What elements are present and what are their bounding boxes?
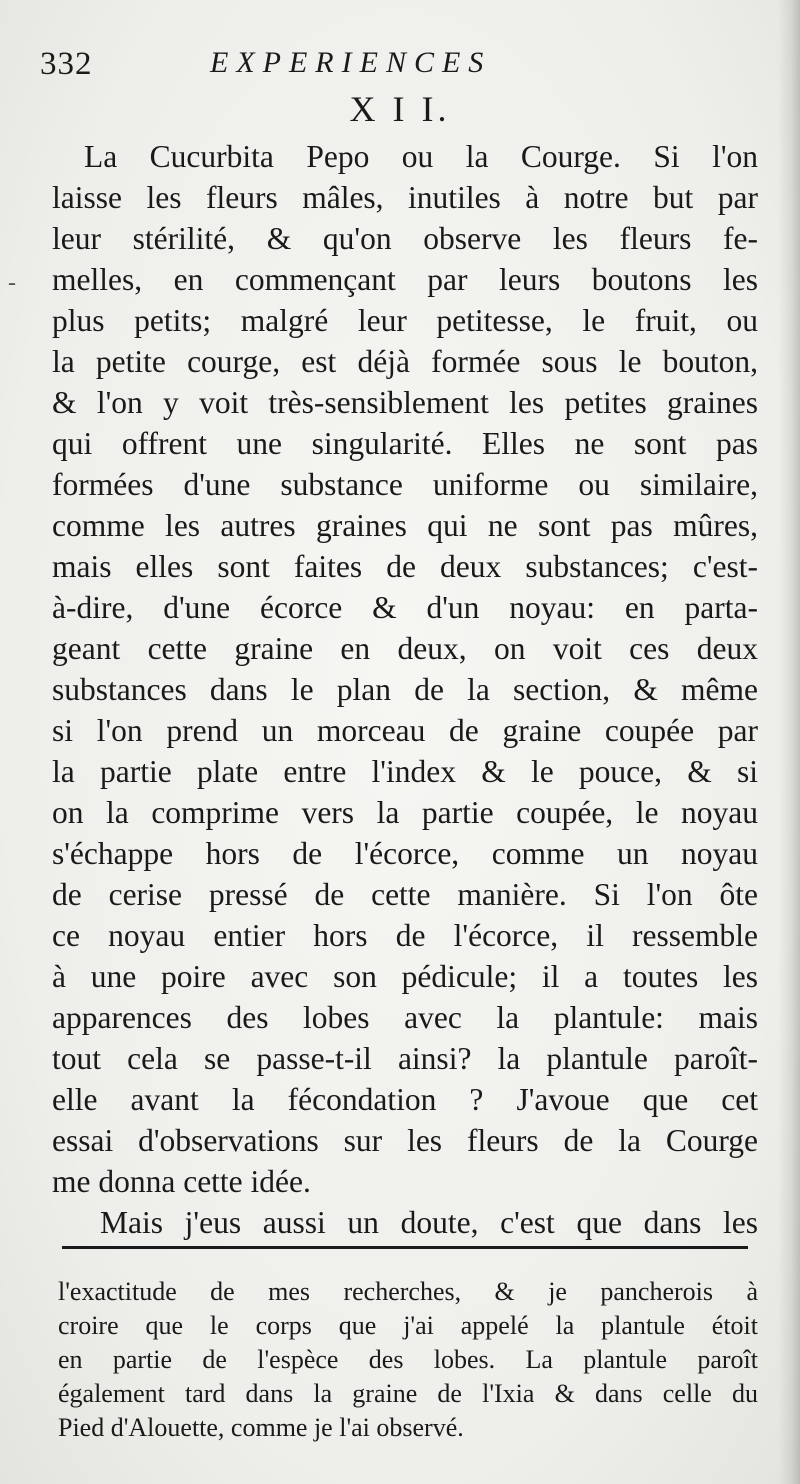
body-line: plus petits; malgré leur petitesse, le fruit, ou bbox=[52, 303, 758, 338]
page-edge-shadow bbox=[778, 0, 800, 1484]
body-line: apparences des lobes avec la plantule: mais bbox=[52, 1000, 758, 1035]
body-line: Mais j'eus aussi un doute, c'est que dans les bbox=[100, 1205, 758, 1240]
body-line: on la comprime vers la partie coupée, le noyau bbox=[52, 795, 758, 830]
body-line: tout cela se passe-t-il ainsi? la plantule paroît- bbox=[52, 1041, 758, 1076]
body-line: leur stérilité, & qu'on observe les fleurs fe- bbox=[52, 221, 758, 256]
body-line: ce noyau entier hors de l'écorce, il ressemble bbox=[52, 918, 758, 953]
body-line: s'échappe hors de l'écorce, comme un noyau bbox=[52, 836, 758, 871]
running-head-title: EXPERIENCES bbox=[210, 46, 492, 79]
body-line: comme les autres graines qui ne sont pas mûres, bbox=[52, 508, 758, 543]
footnote-line: Pied d'Alouette, comme je l'ai observé. bbox=[58, 1413, 464, 1442]
body-line: melles, en commençant par leurs boutons les bbox=[52, 262, 758, 297]
body-line: La Cucurbita Pepo ou la Courge. Si l'on bbox=[84, 139, 758, 174]
footnote-line: également tard dans la graine de l'Ixia & dans celle du bbox=[58, 1379, 758, 1408]
body-line: laisse les fleurs mâles, inutiles à notre but par bbox=[52, 180, 758, 215]
body-line: à-dire, d'une écorce & d'un noyau: en parta- bbox=[52, 590, 758, 625]
body-line: la petite courge, est déjà formée sous le bouton, bbox=[52, 344, 758, 379]
body-line: si l'on prend un morceau de graine coupée par bbox=[52, 713, 758, 748]
section-number: X I I. bbox=[349, 89, 451, 129]
footnote bbox=[58, 1275, 758, 1445]
body-line: mais elles sont faites de deux substances; c'est- bbox=[52, 549, 758, 584]
body-line: substances dans le plan de la section, & même bbox=[52, 672, 758, 707]
body-line: & l'on y voit très-sensiblement les petites graines bbox=[52, 385, 758, 420]
footnote-line: croire que le corps que j'ai appelé la plantule étoit bbox=[58, 1311, 758, 1340]
body-line: formées d'une substance uniforme ou similaire, bbox=[52, 467, 758, 502]
footnote-line: en partie de l'espèce des lobes. La plantule paroît bbox=[58, 1345, 758, 1374]
body-line: à une poire avec son pédicule; il a toutes les bbox=[52, 959, 758, 994]
margin-mark: ‐ bbox=[8, 270, 16, 296]
page-number: 332 bbox=[40, 46, 93, 82]
running-head bbox=[40, 40, 760, 88]
footnote-rule bbox=[62, 1246, 748, 1249]
body-line: qui offrent une singularité. Elles ne sont pas bbox=[52, 426, 758, 461]
body-line: de cerise pressé de cette manière. Si l'on ôte bbox=[52, 877, 758, 912]
body-line: me donna cette idée. bbox=[52, 1164, 311, 1199]
footnote-line: l'exactitude de mes recherches, & je pancherois à bbox=[58, 1277, 758, 1306]
body-text bbox=[52, 136, 758, 1243]
body-line: essai d'observations sur les fleurs de la Courge bbox=[52, 1123, 758, 1158]
body-line: geant cette graine en deux, on voit ces deux bbox=[52, 631, 758, 666]
body-line: elle avant la fécondation ? J'avoue que cet bbox=[52, 1082, 758, 1117]
body-line: la partie plate entre l'index & le pouce, & si bbox=[52, 754, 758, 789]
